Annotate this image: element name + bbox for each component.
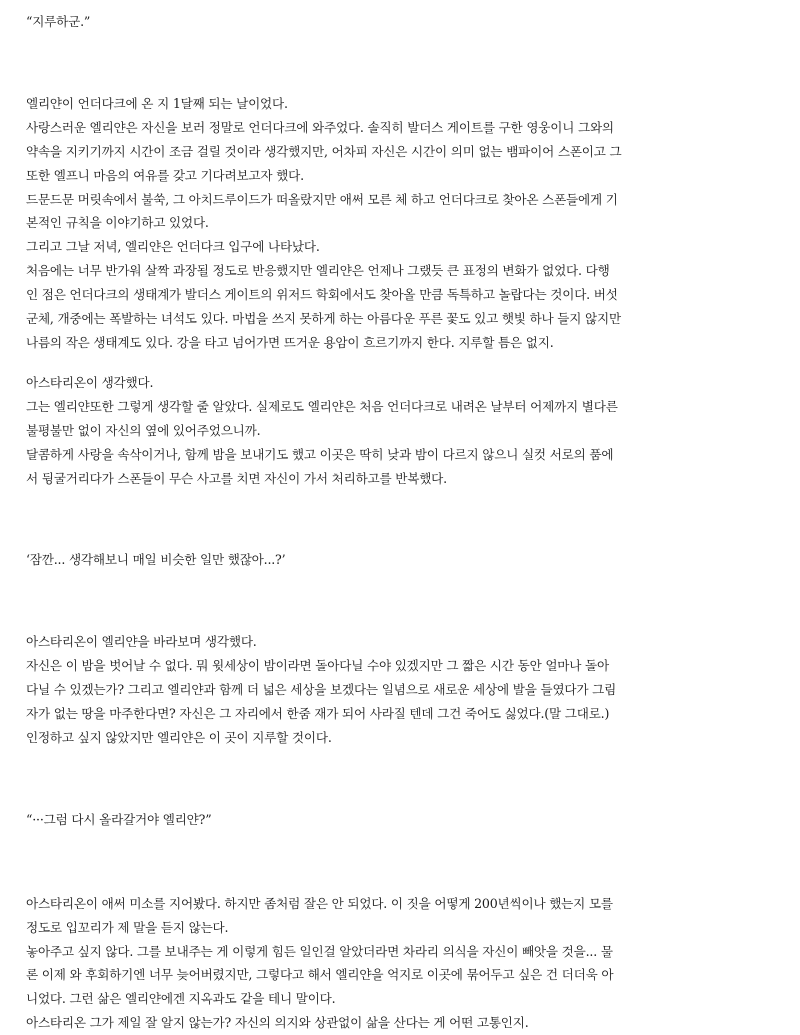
paragraph-spacer	[26, 490, 786, 548]
text-line: 다닐 수 있겠는가? 그리고 엘리얀과 함께 더 넓은 세상을 보겠다는 일념으로 새로운 세상에 발을 들였다가 그림	[26, 682, 617, 698]
paragraph	[26, 10, 786, 34]
text-line: 드문드문 머릿속에서 불쑥, 그 아치드루이드가 떠올랐지만 애써 모른 체 하고 언더다크로 찾아온 스폰들에게 기	[26, 191, 618, 207]
text-line: 사랑스러운 엘리얀은 자신을 보러 정말로 언더다크에 와주었다. 솔직히 발더스 게이트를 구한 영웅이니 그와의	[26, 119, 614, 135]
text-line: 처음에는 너무 반가워 살짝 과장될 정도로 반응했지만 엘리얀은 언제나 그랬듯 큰 표정의 변화가 없었다. 다행	[26, 263, 610, 279]
paragraph-spacer	[26, 572, 786, 630]
text-line: 아스타리온이 엘리얀을 바라보며 생각했다.	[26, 634, 257, 650]
text-line: 서 뒹굴거리다가 스폰들이 무슨 사고를 치면 자신이 가서 처리하고를 반복했다.	[26, 470, 447, 486]
text-line: 인정하고 싶지 않았지만 엘리얀은 이 곳이 지루할 것이다.	[26, 729, 332, 745]
text-line: 자가 없는 땅을 마주한다면? 자신은 그 자리에서 한줌 재가 되어 사라질 텐데 그건 죽어도 싫었다.(말 그대로.)	[26, 706, 610, 722]
text-line: 약속을 지키기까지 시간이 조금 걸릴 것이라 생각했지만, 어차피 자신은 시간이 의미 없는 뱀파이어 스폰이고 그	[26, 143, 622, 159]
text-line: 그는 엘리얀또한 그렇게 생각할 줄 알았다. 실제로도 엘리얀은 처음 언더다크로 내려온 날부터 어제까지 별다른	[26, 398, 618, 414]
text-line: 인 점은 언더다크의 생태계가 발더스 게이트의 위저드 학회에서도 찾아올 만큼 독특하고 놀랍다는 것이다. 버섯	[26, 287, 618, 303]
text-line: 군체, 개중에는 폭발하는 녀석도 있다. 마법을 쓰지 못하게 하는 아름다운 푸른 꽃도 있고 햇빛 하나 들지 않지만	[26, 311, 621, 327]
text-line: 아스타리온 그가 제일 잘 알지 않는가? 자신의 의지와 상관없이 삶을 산다는 게 어떤 고통인지.	[26, 1015, 529, 1031]
text-line: 아스타리온이 생각했다.	[26, 374, 154, 390]
text-line: 아스타리온이 애써 미소를 지어봤다. 하지만 좀처럼 잘은 안 되었다. 이 짓을 어떻게 200년씩이나 했는지 모를	[26, 895, 613, 911]
text-line: 놓아주고 싶지 않다. 그를 보내주는 게 이렇게 힘든 일인걸 알았더라면 차라리 의식을 자신이 빼앗을 것을... 물	[26, 943, 613, 959]
paragraph-spacer	[26, 832, 786, 892]
paragraph	[26, 371, 786, 491]
text-line: “지루하군.”	[26, 14, 91, 29]
text-line: 그리고 그날 저녁, 엘리얀은 언더다크 입구에 나타났다.	[26, 239, 320, 255]
paragraph-spacer	[26, 34, 786, 92]
text-line: 또한 엘프니 마음의 여유를 갖고 기다려보고자 했다.	[26, 167, 304, 183]
text-line: 엘리얀이 언더다크에 온 지 1달째 되는 날이었다.	[26, 95, 288, 111]
text-line: “···그럼 다시 올라갈거야 엘리얀?”	[26, 811, 212, 827]
text-line: 불평불만 없이 자신의 옆에 있어주었으니까.	[26, 422, 261, 438]
text-line: 자신은 이 밤을 벗어날 수 없다. 뭐 윗세상이 밤이라면 돌아다닐 수야 있겠지만 그 짧은 시간 동안 얼마나 돌아	[26, 658, 609, 674]
text-line: ‘잠깐... 생각해보니 매일 비슷한 일만 했잖아...?’	[26, 552, 286, 568]
paragraph	[26, 630, 786, 750]
text-line: 정도로 입꼬리가 제 말을 듣지 않는다.	[26, 919, 229, 935]
text-line: 니었다. 그런 삶은 엘리얀에겐 지옥과도 같을 테니 말이다.	[26, 991, 336, 1007]
paragraph-spacer	[26, 750, 786, 808]
document-body	[26, 10, 786, 1035]
paragraph	[26, 808, 786, 832]
text-line: 나름의 작은 생태계도 있다. 강을 타고 넘어가면 뜨거운 용암이 흐르기까지 한다. 지루할 틈은 없지.	[26, 334, 554, 350]
paragraph	[26, 548, 786, 572]
paragraph	[26, 892, 786, 1035]
paragraph-spacer	[26, 355, 786, 371]
paragraph	[26, 92, 786, 355]
text-line: 론 이제 와 후회하기엔 너무 늦어버렸지만, 그렇다고 해서 엘리얀을 억지로 이곳에 묶어두고 싶은 건 더더욱 아	[26, 967, 614, 983]
text-line: 달콤하게 사랑을 속삭이거나, 함께 밤을 보내기도 했고 이곳은 딱히 낮과 밤이 다르지 않으니 실컷 서로의 품에	[26, 446, 614, 462]
text-line: 본적인 규칙을 이야기하고 있었다.	[26, 215, 209, 231]
